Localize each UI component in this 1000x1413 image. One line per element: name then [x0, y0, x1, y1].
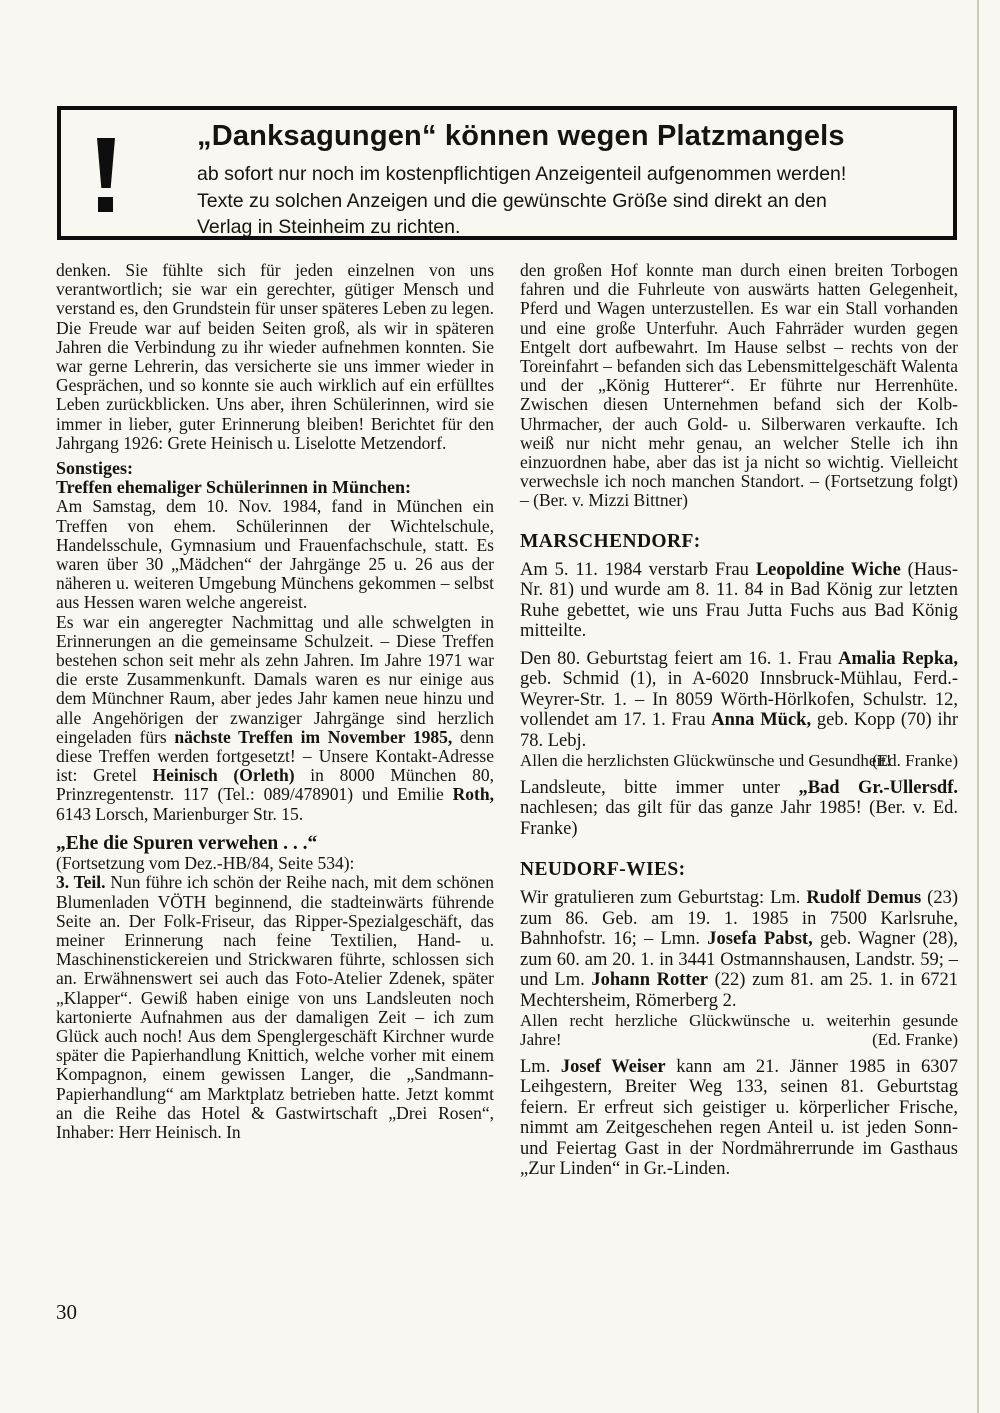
- right-column: [520, 261, 958, 1180]
- body-text: denken. Sie fühlte sich für jeden einzelnen von uns verantwortlich; sie war ein gerechter, gütiger Mensch und verstand es, den Grundstein für unser späteres Leben zu legen. Die Freude war auf beiden Seiten groß, als wir in späteren Jahren die Verbindung zu ihr wieder aufnehmen konnten. Sie war gerne Lehrerin, das versicherte sie uns immer wieder in Gesprächen, und so konnte sie auch wirklich auf ein erfülltes Leben zurückblicken. Uns aber, ihren Schülerinnen, wird sie immer in lieber, guter Erinnerung bleiben! Berichtet für den Jahrgang 1926: Grete Heinisch u. Liselotte Metzendorf.: [56, 260, 494, 453]
- exclamation-dot: [98, 197, 113, 212]
- notice-box: [57, 106, 957, 240]
- body-text: geb. Schmid (1), in A-6020 Innsbruck-Mühlau, Ferd.-Weyrer-Str. 1. – In 8059 Wörth-Hörlkofen, Schulstr. 12, vollendet am 17. 1. Frau: [520, 669, 958, 731]
- bold-text: Rudolf Demus: [806, 888, 922, 909]
- body-text: (22) zum 81. am 25. 1. in 6721 Mechtersheim, Römerberg 2.: [520, 970, 958, 1011]
- paragraph: [520, 751, 958, 770]
- body-text: geb. Kopp (70) ihr 78. Lebj.: [520, 710, 958, 751]
- body-text: Am 5. 11. 1984 verstarb Frau: [520, 559, 756, 580]
- report-signature: (Ed. Franke): [872, 751, 958, 771]
- paragraph: [56, 261, 494, 453]
- body-text: MARSCHENDORF:: [520, 530, 701, 552]
- body-text: „Ehe die Spuren verwehen . . .“: [56, 832, 318, 854]
- bold-text: Roth,: [452, 784, 494, 805]
- body-text: NEUDORF-WIES:: [520, 859, 686, 881]
- section-heading: [56, 459, 494, 478]
- paragraph: [56, 854, 494, 873]
- left-column: [56, 261, 494, 1142]
- paragraph: [520, 261, 958, 511]
- body-text: Treffen ehemaliger Schülerinnen in München:: [56, 477, 411, 498]
- notice-text: [197, 120, 942, 241]
- notice-line: Verlag in Steinheim zu richten.: [197, 216, 461, 238]
- bold-text: Leopoldine Wiche: [755, 559, 901, 580]
- report-signature: (Ed. Franke): [872, 1030, 958, 1050]
- bold-text: Josefa Pabst,: [707, 929, 813, 950]
- paragraph: [520, 649, 958, 752]
- bold-text: 3. Teil.: [56, 872, 106, 893]
- body-text: Allen recht herzliche Glückwünsche u. weiterhin gesunde Jahre!: [520, 1011, 958, 1050]
- body-text: Es war ein angeregter Nachmittag und alle schwelgten in Erinnerungen an die gemeinsame Schulzeit. – Diese Treffen bestehen schon seit mehr als zehn Jahren. Im Jahre 1971 war die erste Zusammenkunft. Damals waren es nur einige aus dem Münchner Raum, aber jedes Jahr kamen neue hinzu und alle Angehörigen der zwanziger Jahrgänge sind herzlich eingeladen fürs: [56, 611, 494, 747]
- section-heading: [520, 532, 958, 551]
- body-text: Am Samstag, dem 10. Nov. 1984, fand in München ein Treffen von ehem. Schülerinnen der Wichtelschule, Handelsschule, Gymnasium und Frauenfachschule, statt. Es waren über 30 „Mädchen“ der Jahrgänge 25 u. 26 aus der näheren u. weiteren Umgebung Münchens gekommen – selbst aus Hessen waren welche angereist.: [56, 496, 494, 613]
- body-text: geb. Wagner (28), zum 60. am 20. 1. in 3441 Ostmannshausen, Landstr. 59; – und Lm.: [520, 929, 958, 991]
- exclamation-bar: [97, 138, 115, 188]
- body-text: Nun führe ich schön der Reihe nach, mit dem schönen Blumenladen VÖTH beginnend, die stadteinwärts führende Seite an. Der Folk-Friseur, das Ripper-Spezialgeschäft, das meiner Erinnerung nach feine Textilien, Hand- u. Maschinenstickereien und Strickwaren führte, schlossen sich an. Erwähnenswert sei auch das Foto-Atelier Zdenek, später „Klapper“. Gewiß haben einige von uns Landsleuten noch kartonierte Aufnahmen aus der damaligen Zeit – ich zum Glück auch noch! Aus dem Spenglergeschäft Kirchner wurde später die Papierhandlung Knittich, welche vorher mit einem Kompagnon, einem gewissen Langer, die „Sandmann-Papierhandlung“ am Marktplatz betrieben hatte. Jetzt kommt an die Reihe das Hotel & Gastwirtschaft „Drei Rosen“, Inhaber: Herr Heinisch. In: [56, 872, 494, 1142]
- bold-text: Heinisch (Orleth): [152, 765, 295, 786]
- body-text: in 8000 München 80, Prinzregentenstr. 117 (Tel.: 089/478901) und Emilie: [56, 765, 494, 805]
- paragraph: [56, 613, 494, 824]
- page-number: 30: [56, 1300, 77, 1324]
- body-text: nachlesen; das gilt für das ganze Jahr 1985! (Ber. v. Ed. Franke): [520, 798, 958, 839]
- body-text: Wir gratulieren zum Geburtstag: Lm.: [520, 888, 807, 909]
- body-text: Den 80. Geburtstag feiert am 16. 1. Frau: [520, 648, 839, 669]
- body-text: (Fortsetzung vom Dez.-HB/84, Seite 534):: [56, 853, 355, 874]
- body-text: Lm.: [520, 1056, 561, 1077]
- body-text: Sonstiges:: [56, 458, 134, 479]
- paragraph: [56, 497, 494, 612]
- body-text: kann am 21. Jänner 1985 in 6307 Leihgestern, Breiter Weg 133, seinen 81. Geburtstag feiern. Er erfreut sich geistiger u. körperlicher Frische, nimmt am Zeitgeschehen regen Anteil u. ist jeden Sonn- und Feiertag Gast in der Nordmährerrunde im Gasthaus „Zur Linden“ in Gr.-Linden.: [520, 1056, 958, 1180]
- notice-line: Texte zu solchen Anzeigen und die gewünschte Größe sind direkt an den: [197, 189, 827, 212]
- scan-edge-line: [977, 0, 979, 1413]
- paragraph: [520, 1011, 958, 1049]
- notice-line: ab sofort nur noch im kostenpflichtigen Anzeigenteil aufgenommen werden!: [197, 163, 847, 185]
- body-text: (Haus-Nr. 81) und wurde am 8. 11. 84 in Bad König zur letzten Ruhe gebettet, wie uns Frau Jutta Fuchs aus Bad König mitteilte.: [520, 559, 958, 642]
- paragraph: [520, 1057, 958, 1180]
- exclamation-icon: [97, 138, 115, 212]
- paragraph: [520, 560, 958, 642]
- bold-text: nächste Treffen im November 1985,: [174, 726, 453, 747]
- bold-text: Anna Mück,: [711, 710, 812, 731]
- body-text: 6143 Lorsch, Marienburger Str. 15.: [56, 803, 304, 824]
- body-text: den großen Hof konnte man durch einen breiten Torbogen fahren und die Fuhrleute von auswärts hatten Gelegenheit, Pferd und Wagen unterzustellen. Es war ein Stall vorhanden und eine große Unterfuhr. Auch Fahrräder wurden gegen Entgelt dort aufbewahrt. Im Hause selbst – rechts von der Toreinfahrt – befanden sich das Lebensmittelgeschäft Walenta und der „König Hutterer“. Er führte nur Herrenhüte. Zwischen diesen Unternehmen befand sich der Kolb-Uhrmacher, der auch Gold- u. Silberwaren verkaufte. Ich weiß nur nicht mehr genau, an welcher Stelle ich ihn einzuordnen habe, aber das ist ja nicht so wichtig. Vielleicht verwechsle ich noch manchen Standort. – (Fortsetzung folgt) – (Ber. v. Mizzi Bittner): [520, 260, 958, 511]
- paragraph: [520, 778, 958, 840]
- body-text: Allen die herzlichsten Glückwünsche und Gesundheit!: [520, 751, 892, 771]
- section-heading: [56, 478, 494, 497]
- section-heading: [56, 834, 494, 853]
- bold-text: Johann Rotter: [591, 970, 708, 991]
- notice-title: „Danksagungen“ können wegen Platzmangels: [197, 120, 845, 152]
- bold-text: Josef Weiser: [560, 1056, 666, 1077]
- bold-text: „Bad Gr.-Ullersdf.: [798, 777, 958, 798]
- body-text: (23) zum 86. Geb. am 19. 1. 1985 in 7500 Karlsruhe, Bahnhofstr. 16; – Lmn.: [520, 888, 958, 950]
- section-heading: [520, 860, 958, 879]
- body-text: Landsleute, bitte immer unter: [520, 777, 799, 798]
- paragraph: [520, 888, 958, 1011]
- paragraph: [56, 873, 494, 1142]
- bold-text: Amalia Repka,: [838, 648, 959, 669]
- body-text: denn diese Treffen werden fortgesetzt! – Unsere Kontakt-Adresse ist: Gretel: [56, 726, 494, 786]
